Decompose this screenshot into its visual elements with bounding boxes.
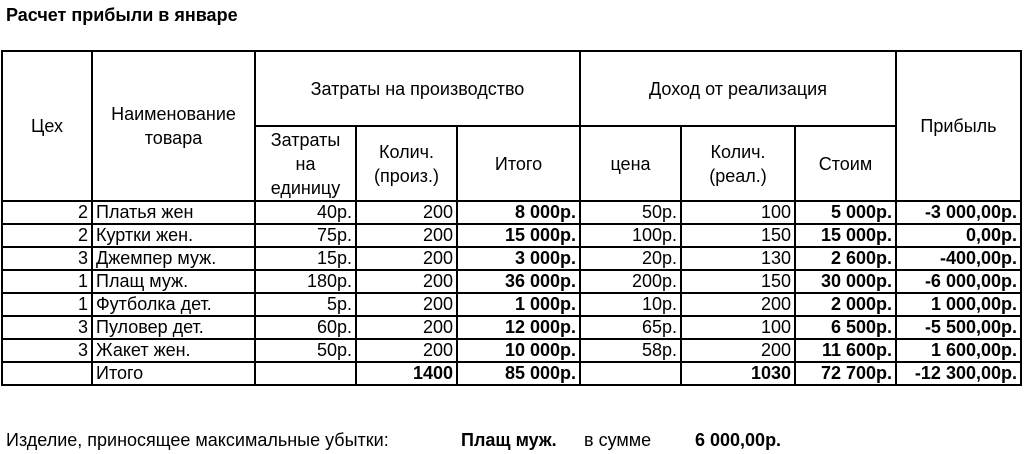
header-revenue: Стоим — [795, 126, 896, 201]
profit-table — [1, 50, 1022, 386]
cell-shop: 3 — [2, 339, 92, 362]
header-profit: Прибыль — [896, 51, 1021, 201]
cell-unit-cost: 15р. — [255, 247, 356, 270]
table-row — [2, 316, 1021, 339]
cell-cost-total: 1 000р. — [457, 293, 580, 316]
cell-product-name: Футболка дет. — [92, 293, 255, 316]
cell-shop: 1 — [2, 270, 92, 293]
cell-unit-cost: 40р. — [255, 201, 356, 224]
header-shop: Цех — [2, 51, 92, 201]
cell-cost-total: 10 000р. — [457, 339, 580, 362]
header-qty-sold: Колич. (реал.) — [681, 126, 795, 201]
cell-empty — [2, 362, 92, 385]
totals-label: Итого — [92, 362, 255, 385]
cell-price: 50р. — [580, 201, 681, 224]
cell-shop: 3 — [2, 316, 92, 339]
cell-price: 20р. — [580, 247, 681, 270]
cell-shop: 3 — [2, 247, 92, 270]
header-sales-income: Доход от реализация — [580, 51, 896, 126]
cell-qty-sold: 150 — [681, 224, 795, 247]
cell-cost-total: 3 000р. — [457, 247, 580, 270]
cell-price: 200р. — [580, 270, 681, 293]
cell-product-name: Жакет жен. — [92, 339, 255, 362]
totals-qty-sold: 1030 — [681, 362, 795, 385]
totals-row — [2, 362, 1021, 385]
totals-cost-total: 85 000р. — [457, 362, 580, 385]
table-row — [2, 339, 1021, 362]
cell-cost-total: 8 000р. — [457, 201, 580, 224]
cell-qty-produced: 200 — [356, 224, 457, 247]
cell-revenue: 30 000р. — [795, 270, 896, 293]
cell-qty-sold: 200 — [681, 293, 795, 316]
cell-product-name: Плащ муж. — [92, 270, 255, 293]
cell-profit: -6 000,00р. — [896, 270, 1021, 293]
cell-unit-cost: 60р. — [255, 316, 356, 339]
summary-in-sum: в сумме — [584, 430, 652, 450]
cell-qty-produced: 200 — [356, 247, 457, 270]
table-row — [2, 270, 1021, 293]
cell-profit: 1 000,00р. — [896, 293, 1021, 316]
cell-cost-total: 12 000р. — [457, 316, 580, 339]
summary-value: 6 000,00р. — [695, 430, 782, 450]
cell-revenue: 2 000р. — [795, 293, 896, 316]
cell-unit-cost: 5р. — [255, 293, 356, 316]
cell-qty-sold: 100 — [681, 201, 795, 224]
cell-cost-total: 36 000р. — [457, 270, 580, 293]
cell-shop: 2 — [2, 224, 92, 247]
summary-label: Изделие, приносящее максимальные убытки: — [6, 430, 389, 450]
cell-qty-produced: 200 — [356, 201, 457, 224]
table-row — [2, 224, 1021, 247]
cell-qty-sold: 100 — [681, 316, 795, 339]
cell-qty-produced: 200 — [356, 293, 457, 316]
table-row — [2, 201, 1021, 224]
totals-qty-produced: 1400 — [356, 362, 457, 385]
cell-product-name: Платья жен — [92, 201, 255, 224]
cell-revenue: 11 600р. — [795, 339, 896, 362]
cell-revenue: 15 000р. — [795, 224, 896, 247]
cell-revenue: 2 600р. — [795, 247, 896, 270]
cell-revenue: 5 000р. — [795, 201, 896, 224]
totals-revenue: 72 700р. — [795, 362, 896, 385]
cell-profit: -400,00р. — [896, 247, 1021, 270]
cell-profit: -5 500,00р. — [896, 316, 1021, 339]
cell-profit: -3 000,00р. — [896, 201, 1021, 224]
cell-empty — [255, 362, 356, 385]
totals-profit: -12 300,00р. — [896, 362, 1021, 385]
table-body — [2, 201, 1021, 385]
cell-empty — [580, 362, 681, 385]
cell-unit-cost: 75р. — [255, 224, 356, 247]
summary-item: Плащ муж. — [461, 430, 557, 450]
sheet-title: Расчет прибыли в январе — [6, 5, 238, 25]
cell-unit-cost: 50р. — [255, 339, 356, 362]
cell-qty-produced: 200 — [356, 316, 457, 339]
cell-price: 65р. — [580, 316, 681, 339]
header-unit-cost: Затраты на единицу — [255, 126, 356, 201]
cell-revenue: 6 500р. — [795, 316, 896, 339]
cell-profit: 0,00р. — [896, 224, 1021, 247]
cell-price: 58р. — [580, 339, 681, 362]
cell-qty-sold: 130 — [681, 247, 795, 270]
cell-product-name: Куртки жен. — [92, 224, 255, 247]
cell-shop: 2 — [2, 201, 92, 224]
header-qty-produced: Колич. (произ.) — [356, 126, 457, 201]
table-row — [2, 247, 1021, 270]
header-cost-total: Итого — [457, 126, 580, 201]
header-price: цена — [580, 126, 681, 201]
cell-qty-sold: 150 — [681, 270, 795, 293]
cell-cost-total: 15 000р. — [457, 224, 580, 247]
cell-price: 100р. — [580, 224, 681, 247]
cell-qty-produced: 200 — [356, 339, 457, 362]
header-production-costs: Затраты на производство — [255, 51, 580, 126]
cell-shop: 1 — [2, 293, 92, 316]
cell-product-name: Джемпер муж. — [92, 247, 255, 270]
cell-qty-sold: 200 — [681, 339, 795, 362]
cell-product-name: Пуловер дет. — [92, 316, 255, 339]
header-product-name: Наименование товара — [92, 51, 255, 201]
cell-profit: 1 600,00р. — [896, 339, 1021, 362]
table-row — [2, 293, 1021, 316]
cell-price: 10р. — [580, 293, 681, 316]
cell-qty-produced: 200 — [356, 270, 457, 293]
cell-unit-cost: 180р. — [255, 270, 356, 293]
